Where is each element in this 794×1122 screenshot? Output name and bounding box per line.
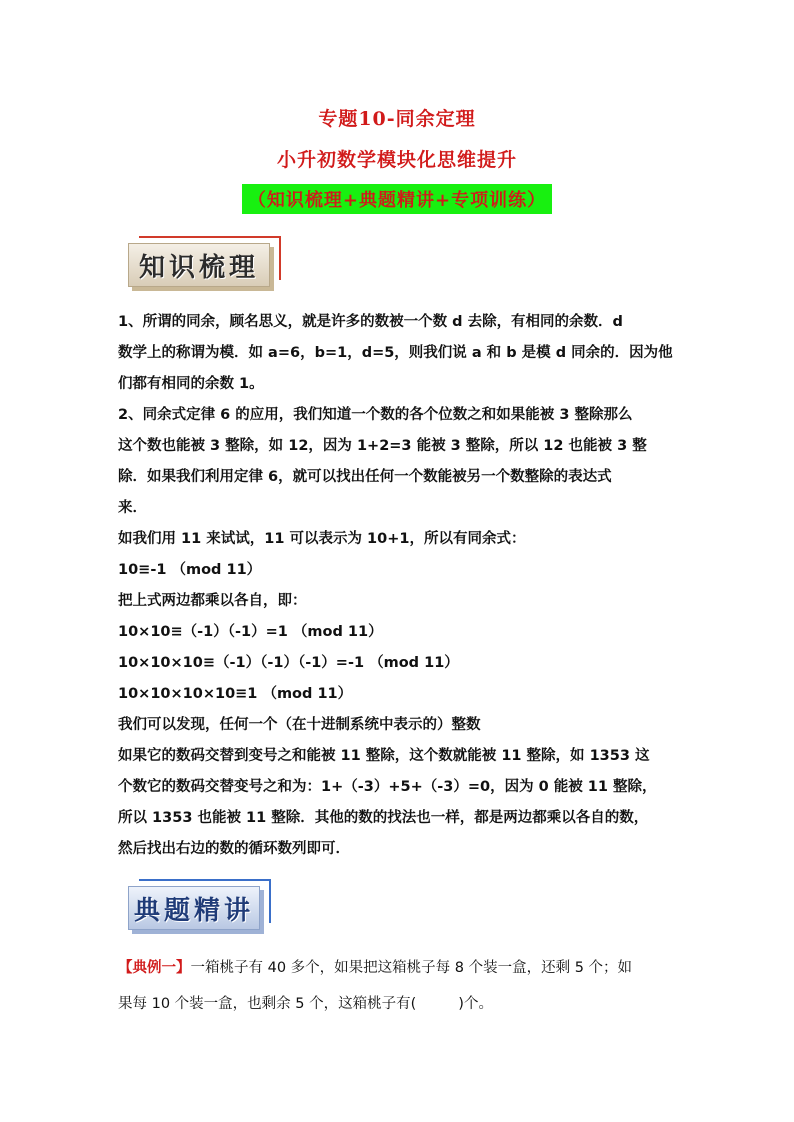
example-text-line2a: 果每 10 个装一盒，也剩余 5 个，这箱桃子有(	[118, 996, 417, 1012]
text-line: 来．	[118, 500, 147, 516]
answer-blank[interactable]	[416, 1007, 458, 1008]
text-line: 我们可以发现，任何一个（在十进制系统中表示的）整数	[118, 717, 481, 733]
text-line: 所以 1353 也能被 11 整除．其他的数的找法也一样，都是两边都乘以各自的数，	[118, 810, 649, 826]
text-line: 如我们用 11 来试试，11 可以表示为 10+1，所以有同余式：	[118, 531, 526, 547]
section-header-knowledge	[128, 243, 270, 287]
example-1	[118, 950, 683, 1022]
page-subtitle: 小升初数学模块化思维提升	[276, 149, 517, 171]
text-line: 这个数也能被 3 整除，如 12，因为 1+2=3 能被 3 整除，所以 12 也能被 3 整	[118, 438, 647, 454]
text-line: 10×10×10≡（-1）（-1）（-1）=-1 （mod 11）	[118, 655, 459, 671]
text-line: 如果它的数码交替到变号之和能被 11 整除，这个数就能被 11 整除，如 1353 这	[118, 748, 650, 764]
text-line: 10×10×10×10≡1 （mod 11）	[118, 686, 353, 702]
text-line: 10×10≡（-1）（-1）=1 （mod 11）	[118, 624, 383, 640]
example-text-line2b: )个。	[458, 996, 493, 1012]
highlight-wrap	[0, 184, 794, 214]
text-line: 2、同余式定律 6 的应用，我们知道一个数的各个位数之和如果能被 3 整除那么	[118, 407, 633, 423]
example-text-line1: 一箱桃子有 40 多个，如果把这箱桃子每 8 个装一盒，还剩 5 个；如	[190, 960, 633, 976]
highlight-banner: （知识梳理+典题精讲+专项训练）	[242, 184, 552, 214]
text-line: 数学上的称谓为模．如 a=6，b=1，d=5，则我们说 a 和 b 是模 d 同余的．因为他	[118, 345, 673, 361]
section-label-knowledge: 知识梳理	[138, 252, 259, 283]
text-line: 10≡-1 （mod 11）	[118, 562, 262, 578]
text-line: 1、所谓的同余，顾名思义，就是许多的数被一个数 d 去除，有相同的余数．d	[118, 314, 623, 330]
section-frame	[139, 236, 281, 280]
knowledge-body	[118, 307, 678, 865]
section-header-examples	[128, 886, 260, 930]
text-line: 们都有相同的余数 1。	[118, 376, 264, 392]
text-line: 个数它的数码交替变号之和为：1+（-3）+5+（-3）=0，因为 0 能被 11 整除，	[118, 779, 657, 795]
section-frame	[139, 879, 271, 923]
page-title: 专题10-同余定理	[318, 108, 476, 130]
example-tag: 【典例一】	[118, 960, 191, 976]
text-line: 把上式两边都乘以各自，即：	[118, 593, 307, 609]
section-label-examples: 典题精讲	[133, 895, 254, 926]
text-line: 然后找出右边的数的循环数列即可．	[118, 841, 350, 857]
text-line: 除．如果我们利用定律 6，就可以找出任何一个数能被另一个数整除的表达式	[118, 469, 612, 485]
